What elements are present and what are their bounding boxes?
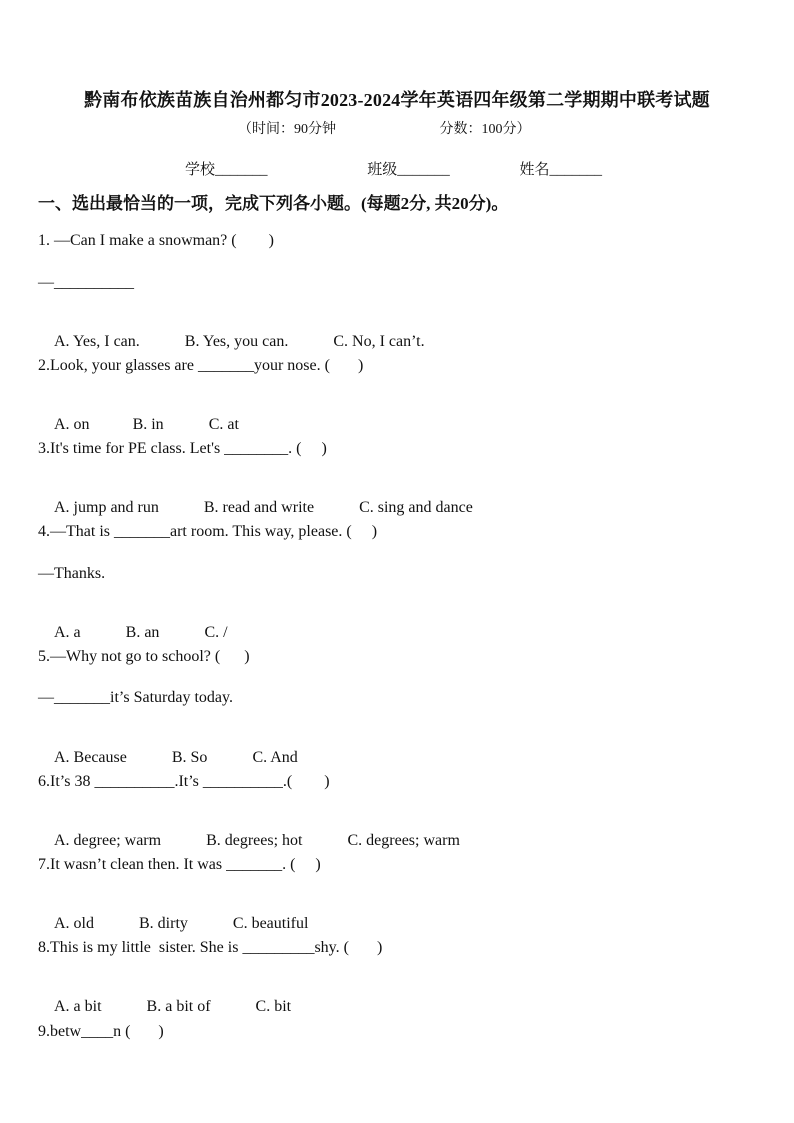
- option-c: C. sing and dance: [359, 499, 473, 516]
- question-9-stem: 9.betw____n ( ): [38, 1023, 164, 1040]
- option-c: C. No, I can’t.: [333, 333, 425, 350]
- option-c: C. degrees; warm: [347, 832, 460, 849]
- question-7-stem: 7.It wasn’t clean then. It was _______. ( ): [38, 856, 321, 873]
- question-1-stem: 1. —Can I make a snowman? ( ): [38, 232, 274, 249]
- option-b: B. So: [171, 749, 208, 766]
- question-1-answer-line: —__________: [38, 274, 134, 291]
- option-a: A. old: [54, 915, 94, 932]
- option-c: C. And: [252, 749, 298, 766]
- question-6-stem: 6.It’s 38 __________.It’s __________.( ): [38, 773, 330, 790]
- option-c: C. at: [208, 416, 239, 433]
- option-b: B. a bit of: [146, 998, 211, 1015]
- option-a: A. a bit: [54, 998, 102, 1015]
- exam-title: 黔南布依族苗族自治州都匀市2023-2024学年英语四年级第二学期期中联考试题: [84, 90, 710, 110]
- option-b: B. in: [132, 416, 164, 433]
- question-3-stem: 3.It's time for PE class. Let's ________. ( ): [38, 440, 327, 457]
- option-c: C. /: [204, 624, 228, 641]
- option-b: B. an: [125, 624, 160, 641]
- option-b: B. Yes, you can.: [184, 333, 289, 350]
- option-b: B. read and write: [203, 499, 315, 516]
- option-a: A. jump and run: [54, 499, 159, 516]
- section-heading: 一、选出最恰当的一项，完成下列各小题。(每题2分, 共20分)。: [38, 194, 509, 213]
- question-4-reply: —Thanks.: [38, 565, 106, 582]
- name-field: 姓名_______: [519, 162, 603, 178]
- question-5-reply: —_______it’s Saturday today.: [38, 689, 233, 706]
- student-fields: [185, 158, 602, 179]
- class-field: 班级_______: [367, 162, 450, 178]
- question-4-stem: 4.—That is _______art room. This way, please. ( ): [38, 523, 378, 540]
- question-5-stem: 5.—Why not go to school? ( ): [38, 648, 250, 665]
- option-b: B. degrees; hot: [206, 832, 303, 849]
- option-a: A. degree; warm: [54, 832, 162, 849]
- option-c: C. beautiful: [232, 915, 309, 932]
- question-8-stem: 8.This is my little sister. She is _________shy. ( ): [38, 939, 383, 956]
- option-a: A. a: [54, 624, 81, 641]
- school-field: 学校_______: [185, 162, 268, 178]
- option-a: A. Because: [54, 749, 127, 766]
- option-a: A. Yes, I can.: [54, 333, 140, 350]
- exam-info: [238, 118, 531, 138]
- option-c: C. bit: [255, 998, 292, 1015]
- question-2-stem: 2.Look, your glasses are _______your nose. ( ): [38, 357, 364, 374]
- option-a: A. on: [54, 416, 90, 433]
- option-b: B. dirty: [139, 915, 188, 932]
- score-info: 分数：100分）: [439, 122, 531, 137]
- time-info: （时间：90分钟: [238, 122, 336, 137]
